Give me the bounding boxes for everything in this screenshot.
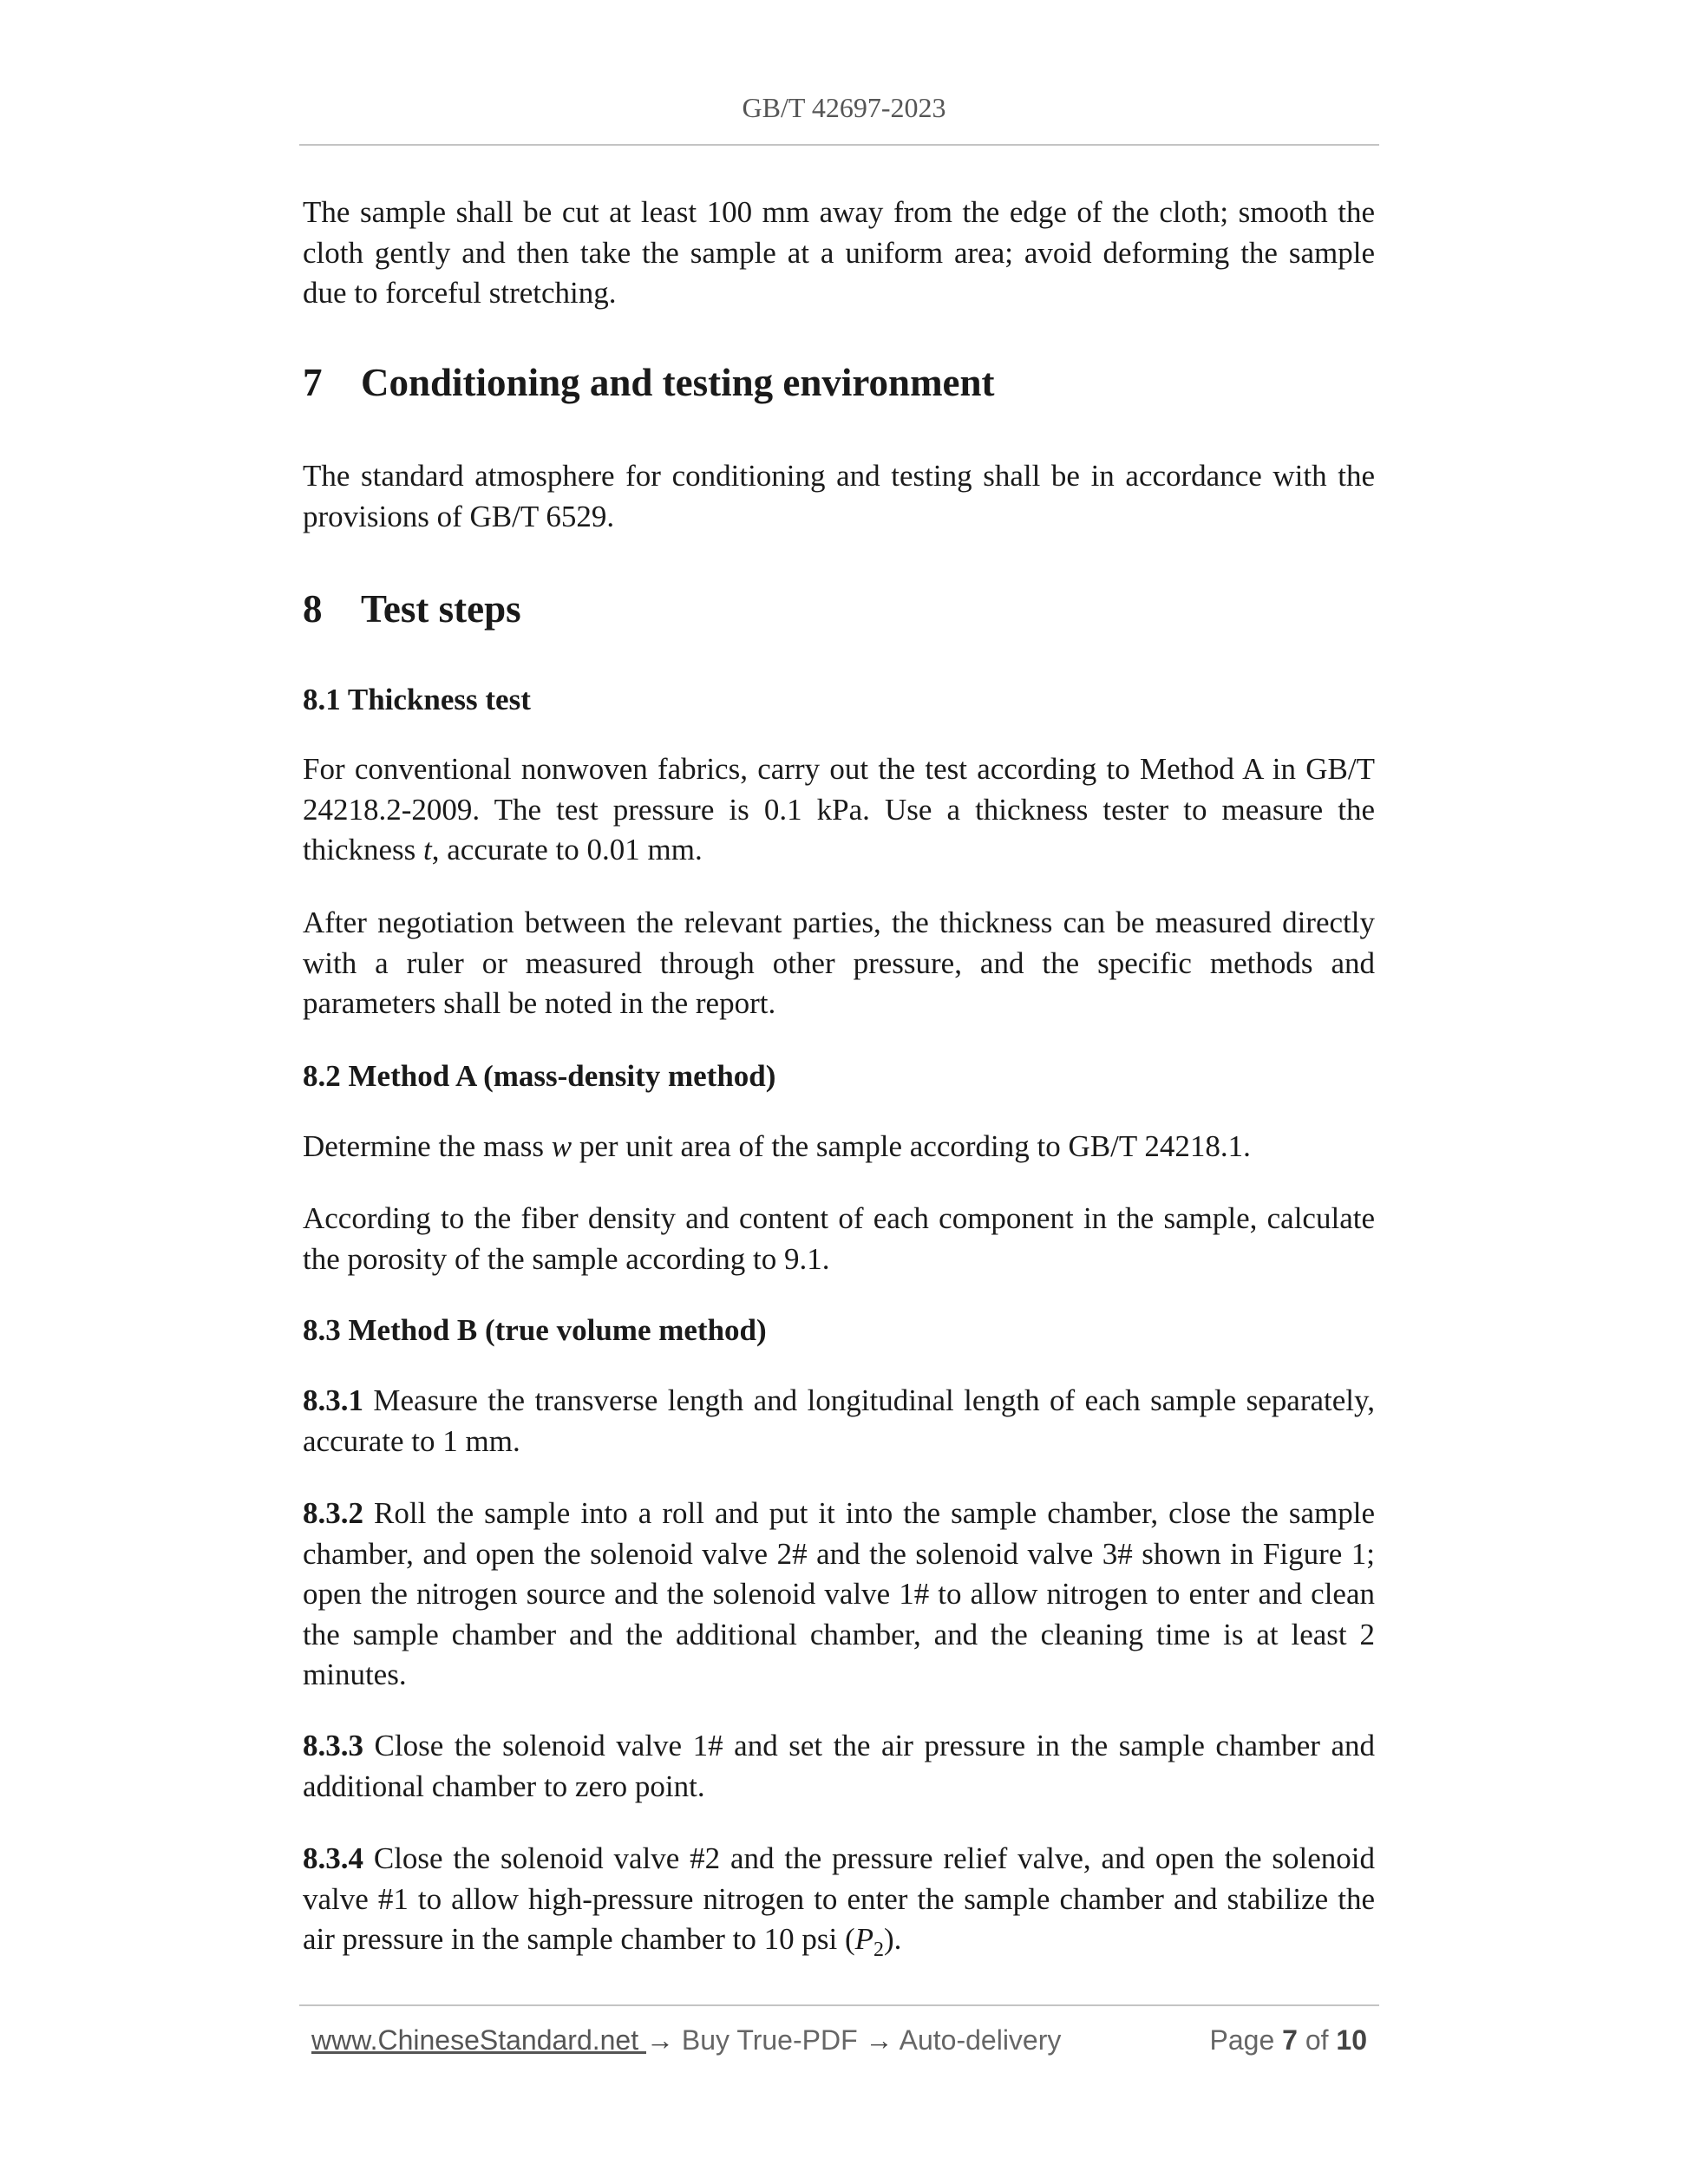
total-page-count: 10 (1336, 2024, 1367, 2056)
intro-paragraph: The sample shall be cut at least 100 mm away from the edge of the cloth; smooth the cloth gently and then take the sample at a uniform area; avoid deforming the sample due to forceful stretching. (303, 195, 1375, 310)
section-7-title: Conditioning and testing environment (361, 361, 995, 404)
clause-8-3-1-number: 8.3.1 (303, 1383, 363, 1417)
section-8-heading (303, 585, 521, 633)
arrow-right-icon: → (646, 2024, 674, 2056)
auto-delivery-text: Auto-delivery (893, 2024, 1062, 2056)
variable-w: w (551, 1129, 572, 1163)
section-7-paragraph: The standard atmosphere for conditioning and testing shall be in accordance with the provisions of GB/T 6529. (303, 459, 1375, 533)
page-footer (311, 2021, 1371, 2059)
variable-t: t (423, 833, 432, 866)
clause-8-3-3-number: 8.3.3 (303, 1729, 363, 1762)
clause-8-3-1: 8.3.1 Measure the transverse length and longitudinal length of each sample separately, accurate to 1 mm. (303, 1383, 1375, 1458)
subsection-8-3-heading: 8.3 Method B (true volume method) (303, 1313, 767, 1347)
website-link[interactable]: www.ChineseStandard.net (311, 2024, 646, 2056)
page-indicator: Page 7 of 10 (1209, 2024, 1367, 2056)
footer-rule (299, 2004, 1379, 2006)
subscript-2: 2 (873, 1939, 885, 1961)
section-8-title: Test steps (361, 587, 521, 631)
subsection-8-1-heading: 8.1 Thickness test (303, 683, 531, 716)
subsection-8-2-paragraph-1: Determine the mass w per unit area of the sample according to GB/T 24218.1. (303, 1129, 1251, 1163)
document-header: GB/T 42697-2023 (742, 92, 946, 123)
clause-8-3-2-number: 8.3.2 (303, 1496, 363, 1530)
section-7-number: 7 (303, 361, 323, 404)
current-page-number: 7 (1282, 2024, 1298, 2056)
clause-8-3-3: 8.3.3 Close the solenoid valve 1# and set the air pressure in the sample chamber and additional chamber to zero point. (303, 1729, 1375, 1803)
clause-8-3-4: 8.3.4 Close the solenoid valve #2 and the pressure relief valve, and open the solenoid valve #1 to allow high-pressure nitrogen to enter the sample chamber and stabilize the air pressure in the sample chamber to 10 psi $(P_2)$. (303, 1841, 1375, 1961)
subsection-8-2-heading: 8.2 Method A (mass-density method) (303, 1059, 776, 1093)
subsection-8-1-paragraph-1: For conventional nonwoven fabrics, carry out the test according to Method A in GB/T 24218.2-2009. The test pressure is 0.1 kPa. Use a thickness tester to measure the thickness t, accurate to 0.01 mm. (303, 752, 1375, 866)
variable-p: P (854, 1922, 874, 1956)
subsection-8-1-paragraph-2: After negotiation between the relevant parties, the thickness can be measured directly with a ruler or measured through other pressure, and the specific methods and parameters shall be noted in the report. (303, 906, 1375, 1020)
clause-8-3-2: 8.3.2 Roll the sample into a roll and put it into the sample chamber, close the sample chamber, and open the solenoid valve 2# and the solenoid valve 3# shown in Figure 1; open the nitrogen source and the solenoid valve 1# to allow nitrogen to enter and clean the sample chamber and the additional chamber, and the cleaning time is at least 2 minutes. (303, 1496, 1375, 1691)
section-7-heading (303, 358, 995, 407)
clause-8-3-4-number: 8.3.4 (303, 1841, 363, 1875)
section-8-number: 8 (303, 587, 323, 631)
subsection-8-2-paragraph-2: According to the fiber density and content of each component in the sample, calculate the porosity of the sample according to 9.1. (303, 1201, 1375, 1276)
arrow-right-icon: → (865, 2024, 893, 2056)
header-rule (299, 144, 1379, 146)
buy-true-pdf-text: Buy True-PDF (674, 2024, 866, 2056)
